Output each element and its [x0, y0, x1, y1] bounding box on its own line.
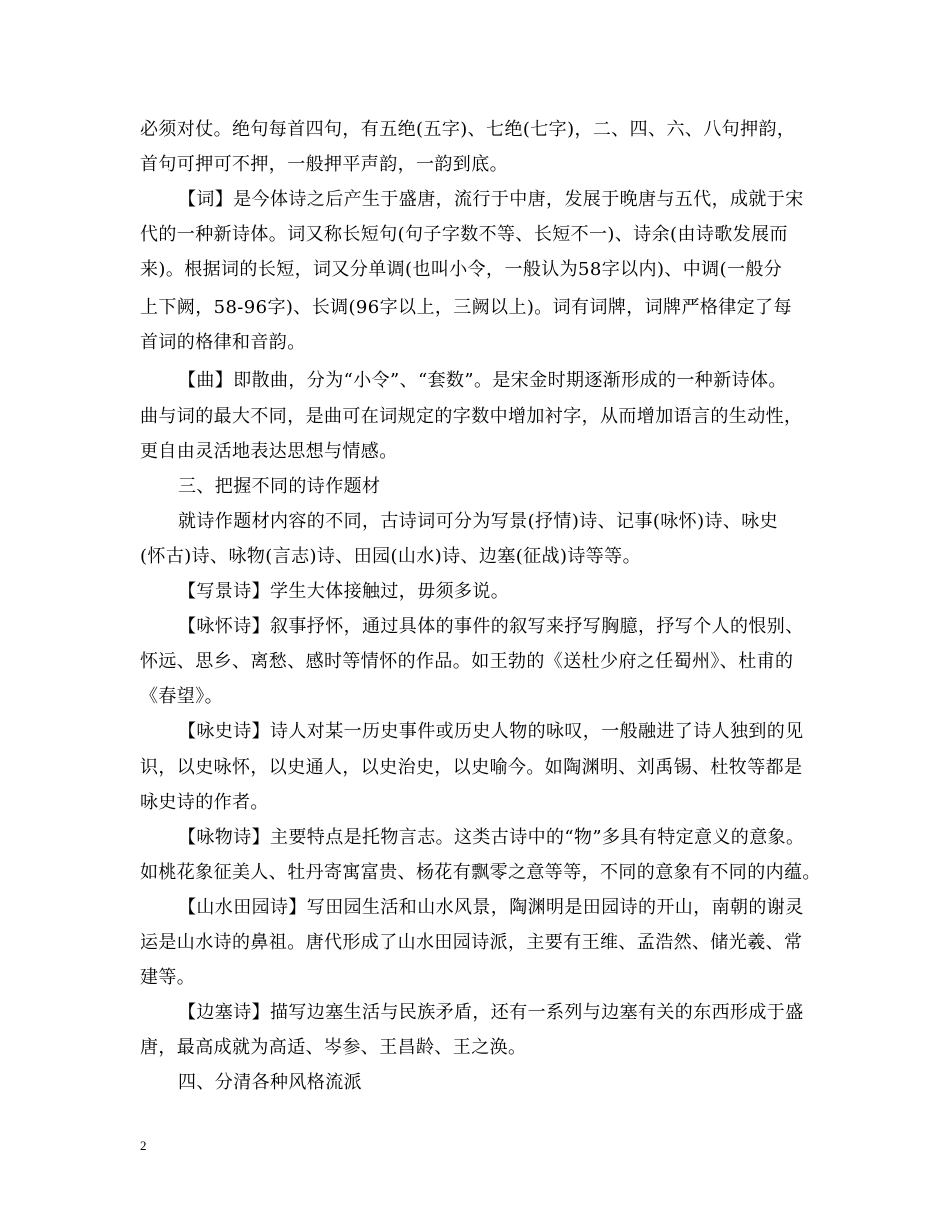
text-line: (怀古)诗、咏物(言志)诗、田园(山水)诗、边塞(征战)诗等等。	[140, 546, 641, 567]
text-line: 唐，最高成就为高适、岑参、王昌龄、王之涣。	[140, 1037, 527, 1058]
text-line: 来)。根据词的长短，词又分单调(也叫小令，一般认为58字以内)、中调(一般分	[140, 259, 783, 280]
text-line: 【写景诗】学生大体接触过，毋须多说。	[178, 581, 510, 602]
text-line: 【边塞诗】描写边塞生活与民族矛盾，还有一系列与边塞有关的东西形成于盛	[178, 1002, 804, 1023]
text-line: 曲与词的最大不同，是曲可在词规定的字数中增加衬字，从而增加语言的生动性，	[140, 406, 803, 427]
text-line: 【咏史诗】诗人对某一历史事件或历史人物的咏叹，一般融进了诗人独到的见	[178, 721, 804, 742]
text-line: 【曲】即散曲，分为“小令”、“套数”。是宋金时期逐渐形成的一种新诗体。	[178, 370, 787, 391]
text-line: 如桃花象征美人、牡丹寄寓富贵、杨花有飘零之意等等，不同的意象有不同的内蕴。	[140, 862, 821, 883]
page-number: 2	[140, 1138, 147, 1153]
text-line: 代的一种新诗体。词又称长短句(句子字数不等、长短不一)、诗余(由诗歌发展而	[140, 224, 788, 245]
text-line: 运是山水诗的鼻祖。唐代形成了山水田园诗派，主要有王维、孟浩然、储光羲、常	[140, 932, 803, 953]
text-line: 必须对仗。绝句每首四句，有五绝(五字)、七绝(七字)，二、四、六、八句押韵，	[140, 119, 796, 140]
text-line: 【咏怀诗】叙事抒怀，通过具体的事件的叙写来抒写胸臆，抒写个人的恨别、	[178, 616, 804, 637]
text-line: 《春望》。	[140, 686, 223, 707]
section-heading: 四、分清各种风格流派	[178, 1072, 362, 1093]
text-line: 就诗作题材内容的不同，古诗词可分为写景(抒情)诗、记事(咏怀)诗、咏史	[178, 511, 779, 532]
text-line: 【词】是今体诗之后产生于盛唐，流行于中唐，发展于晚唐与五代，成就于宋	[178, 189, 804, 210]
text-line: 上下阙，58-96字)、长调(96字以上，三阙以上)。词有词牌，词牌严格律定了每	[140, 297, 792, 318]
text-line: 怀远、思乡、离愁、感时等情怀的作品。如王勃的《送杜少府之任蜀州》、杜甫的	[140, 651, 794, 672]
text-line: 首词的格律和音韵。	[140, 332, 306, 353]
text-line: 首句可押可不押，一般押平声韵，一韵到底。	[140, 154, 508, 175]
text-line: 【山水田园诗】写田园生活和山水风景，陶渊明是田园诗的开山，南朝的谢灵	[178, 897, 804, 918]
text-line: 建等。	[140, 967, 196, 988]
section-heading: 三、把握不同的诗作题材	[178, 476, 381, 497]
text-line: 【咏物诗】主要特点是托物言志。这类古诗中的“物”多具有特定意义的意象。	[178, 827, 805, 848]
text-line: 更自由灵活地表达思想与情感。	[140, 441, 398, 462]
text-line: 识，以史咏怀，以史通人，以史治史，以史喻今。如陶渊明、刘禹锡、杜牧等都是	[140, 757, 803, 778]
text-line: 咏史诗的作者。	[140, 792, 269, 813]
